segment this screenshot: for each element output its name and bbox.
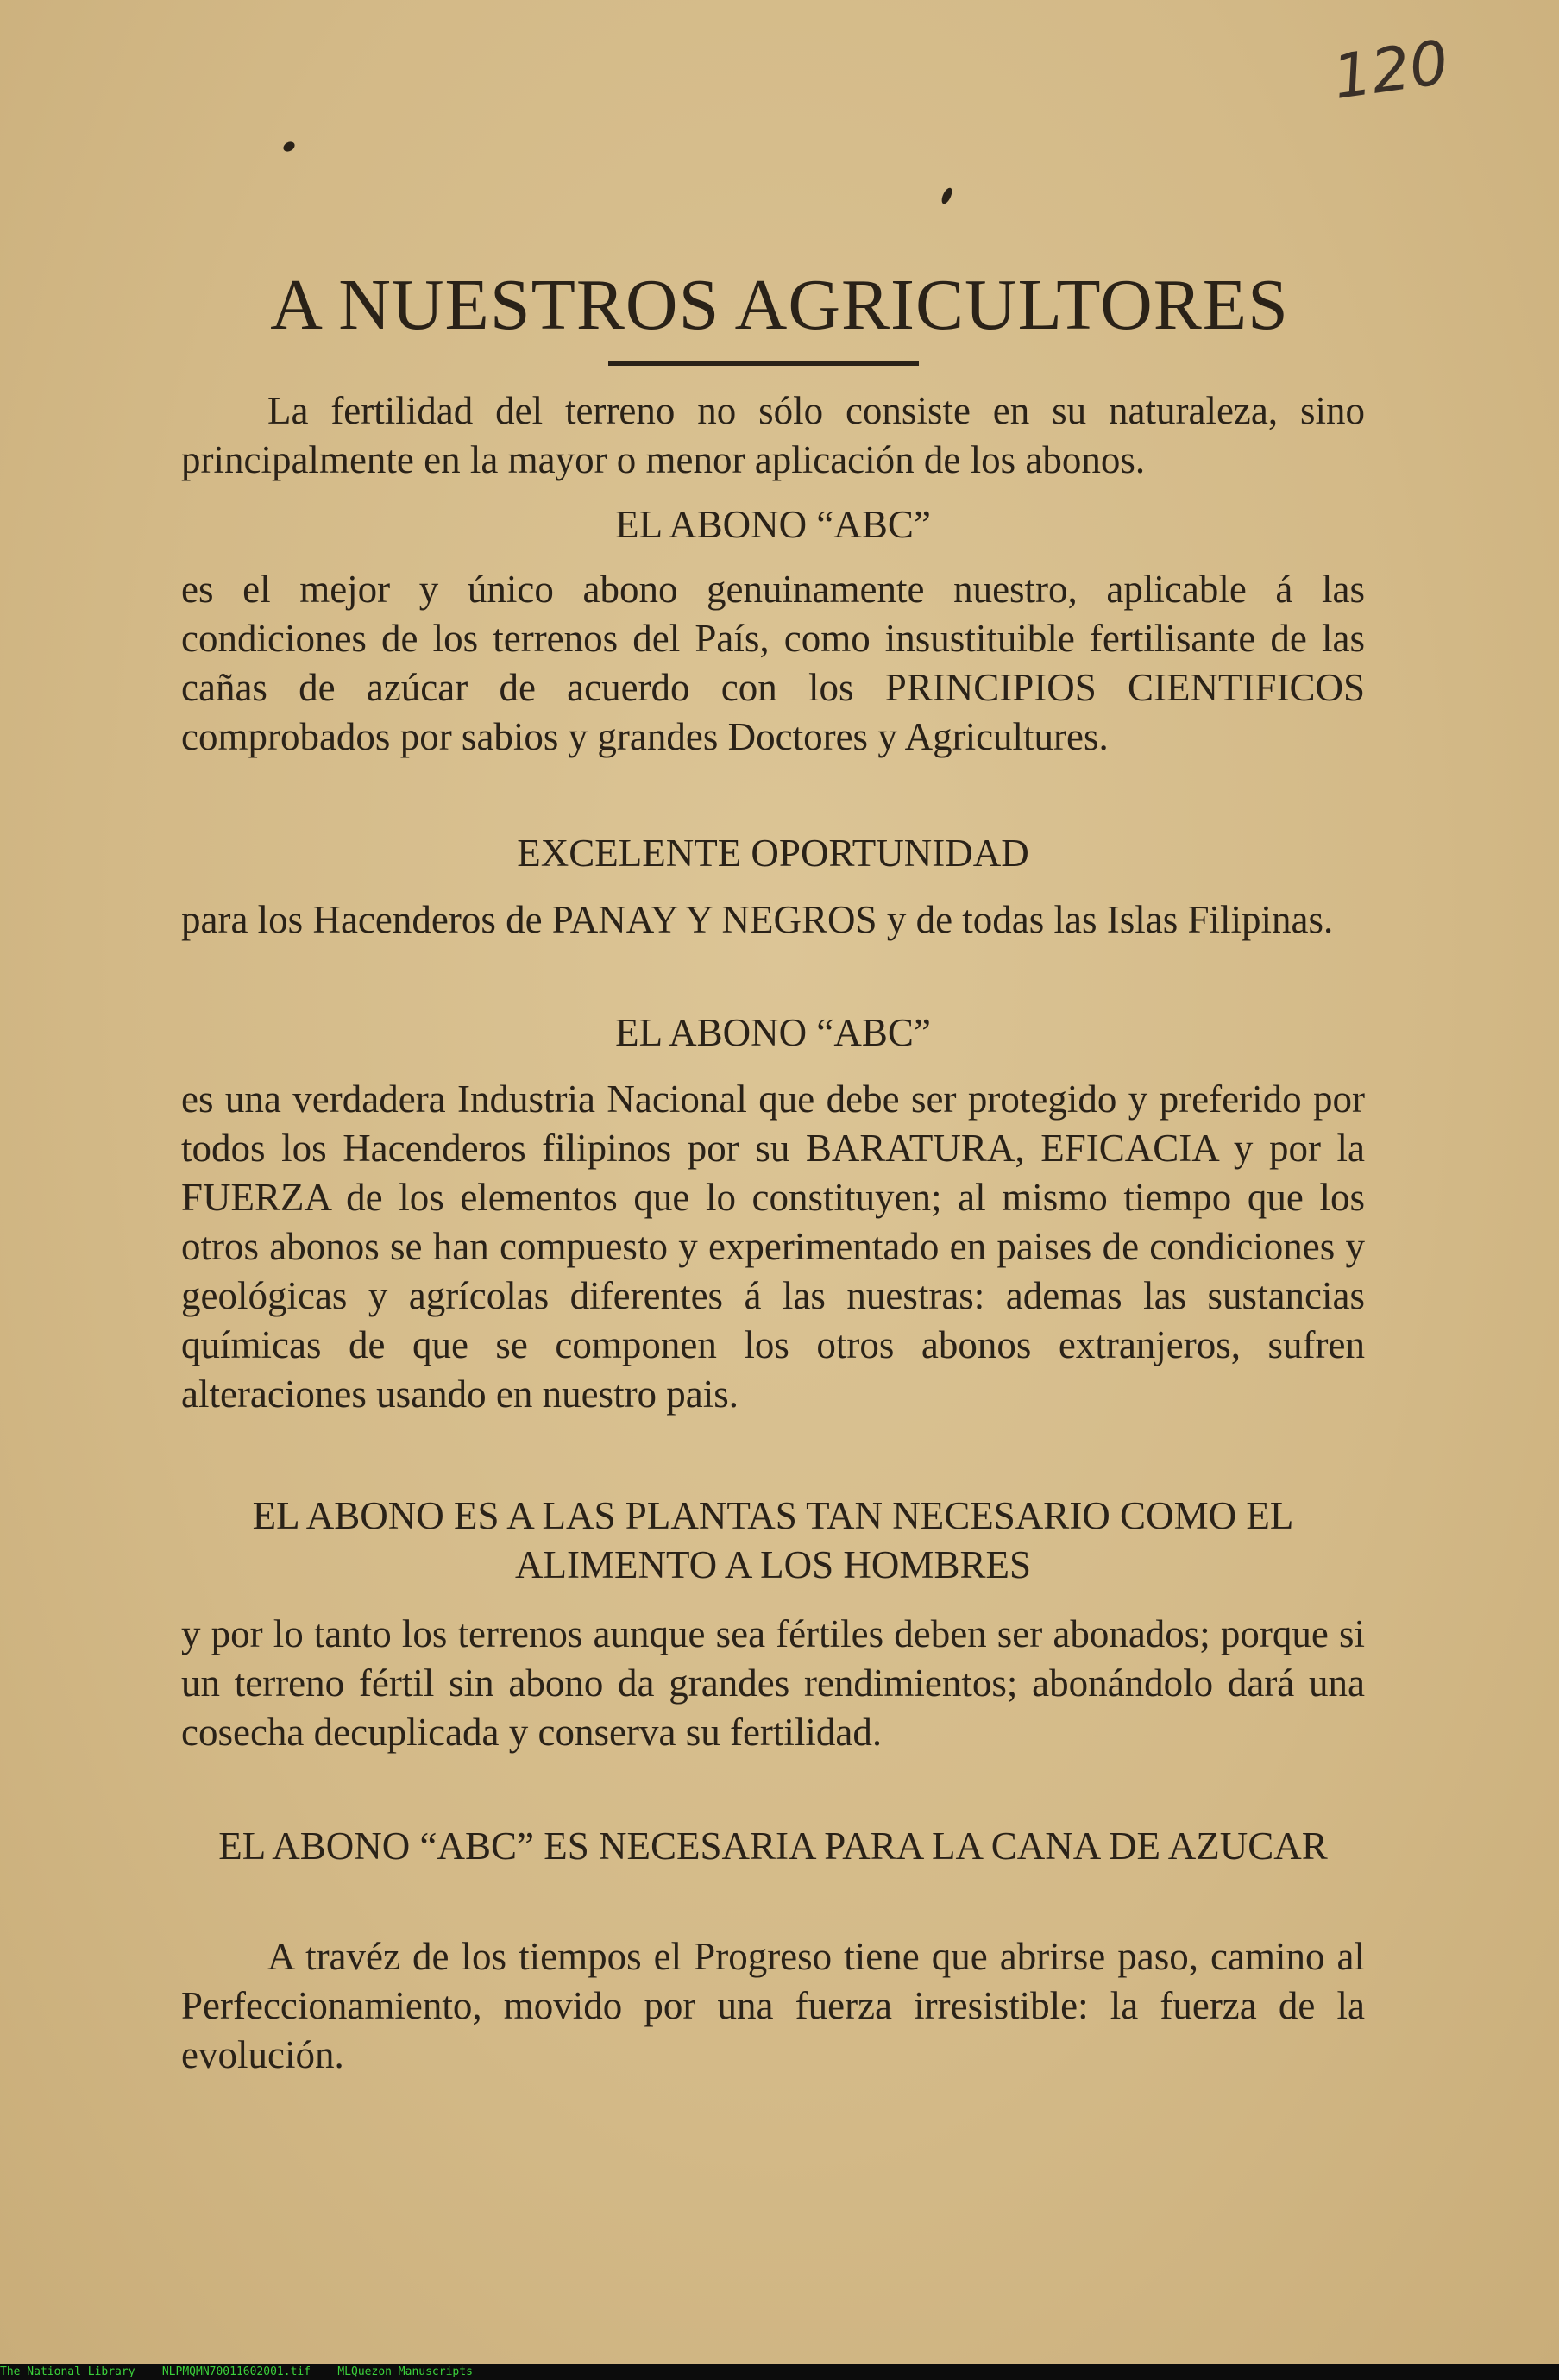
- heading-cana: EL ABONO “ABC” ES NECESARIA PARA LA CANA DE AZUCAR: [218, 1824, 1328, 1868]
- heading-oportunidad: EXCELENTE OPORTUNIDAD: [517, 832, 1029, 875]
- page-title: A NUESTROS AGRICULTORES: [270, 265, 1289, 345]
- heading-abono-abc-1: EL ABONO “ABC”: [615, 503, 931, 546]
- heading-abono-abc-2: EL ABONO “ABC”: [615, 1011, 931, 1054]
- paragraph-progreso: A travéz de los tiempos el Progreso tiene que abrirse paso, camino al Perfeccionamiento, movido por una fuerza irresistible: la fuerza de la evolución.: [181, 1935, 1365, 2076]
- paragraph-industria: es una verdadera Industria Nacional que debe ser protegido y preferido por todos los Hacenderos filipinos por su BARATURA, EFICACIA y por la FUERZA de los elementos que lo constituyen; al mismo tiempo que los otros abonos se han compuesto y experimentado en paises de condiciones y geológicas y agrícolas diferentes á las nuestras: ademas las sustancias químicas de que se componen los otros abonos extranjeros, sufren alteraciones usando en nuestro pais.: [181, 1077, 1365, 1416]
- footer-collection: MLQuezon Manuscripts: [337, 2365, 473, 2378]
- paragraph-hacenderos: para los Hacenderos de PANAY Y NEGROS y de todas las Islas Filipinas.: [181, 898, 1334, 941]
- paragraph-abc-description: es el mejor y único abono genuinamente nuestro, aplicable á las condiciones de los terrenos del País, como insustituible fertilisante de las cañas de azúcar de acuerdo con los PRINCIPIOS CIENTIFICOS comprobados por sabios y grandes Doctores y Agricultures.: [181, 568, 1365, 758]
- ink-mark: [281, 140, 296, 154]
- ink-mark: [940, 186, 954, 205]
- footer-library: The National Library: [0, 2365, 135, 2378]
- paragraph-terrenos: y por lo tanto los terrenos aunque sea fértiles deben ser abonados; porque si un terreno fértil sin abono da grandes rendimientos; abonándolo dará una cosecha decuplicada y conserva su fertilidad.: [181, 1612, 1365, 1754]
- intro-paragraph: La fertilidad del terreno no sólo consiste en su naturaleza, sino principalmente en la mayor o menor aplicación de los abonos.: [181, 389, 1365, 481]
- heading-plantas: EL ABONO ES A LAS PLANTAS TAN NECESARIO COMO EL ALIMENTO A LOS HOMBRES: [252, 1494, 1294, 1586]
- page-number: 120: [1328, 27, 1453, 113]
- archive-footer-bar: [0, 2364, 1559, 2380]
- title-underline: [608, 361, 919, 366]
- footer-filename: NLPMQMN70011602001.tif: [161, 2365, 311, 2378]
